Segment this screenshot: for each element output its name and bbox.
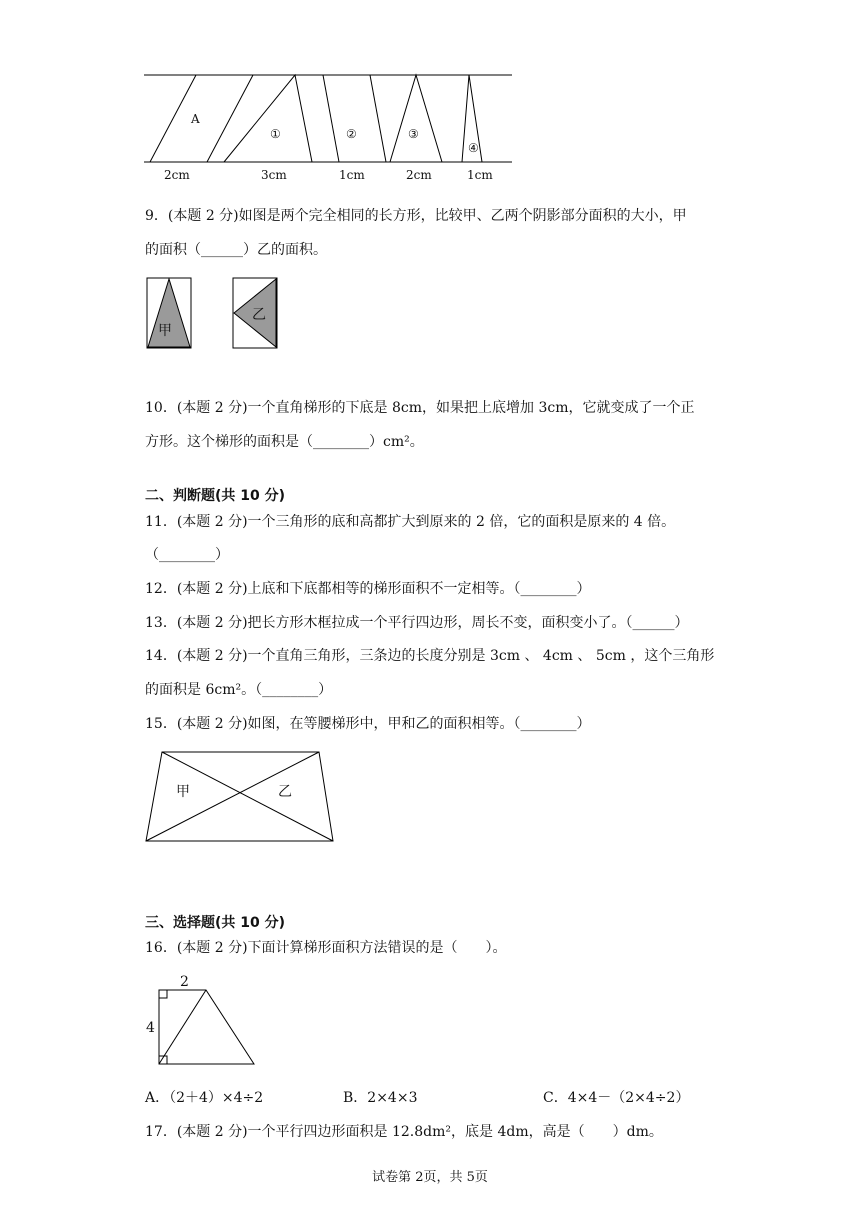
width-label-4: 2cm (406, 168, 432, 182)
parallel-shapes-figure (140, 68, 520, 190)
q10-line1: 10．(本题 2 分)一个直角梯形的下底是 8cm，如果把上底增加 3cm，它就变成了一个正 (145, 400, 695, 416)
q16-option-a[interactable]: A．（2＋4）×4÷2 (145, 1090, 264, 1106)
section-2-title: 二、判断题(共 10 分) (145, 488, 286, 504)
q12-line1: 12．(本题 2 分)上底和下底都相等的梯形面积不一定相等。（________） (145, 581, 591, 597)
q13-line1: 13．(本题 2 分)把长方形木框拉成一个平行四边形，周长不变，面积变小了。（______） (145, 615, 689, 631)
q14-line2: 的面积是 6cm²。（________） (145, 682, 333, 698)
q9-line1: 9．(本题 2 分)如图是两个完全相同的长方形，比较甲、乙两个阴影部分面积的大小，甲 (145, 208, 687, 224)
q9-label-jia: 甲 (158, 323, 172, 339)
circle-label-1: ① (270, 127, 281, 141)
circle-label-2: ② (346, 127, 357, 141)
q16-trapezoid-figure (140, 970, 260, 1070)
q16-option-b[interactable]: B．2×4×3 (343, 1090, 418, 1106)
q9-rectangles-figure (145, 276, 285, 352)
q15-label-jia: 甲 (176, 784, 190, 800)
width-label-1: 2cm (164, 168, 190, 182)
q15-label-yi: 乙 (278, 784, 292, 800)
q9-label-yi: 乙 (252, 307, 266, 323)
circle-label-3: ③ (408, 127, 419, 141)
q11-line1: 11．(本题 2 分)一个三角形的底和高都扩大到原来的 2 倍，它的面积是原来的 4 倍。 (145, 514, 676, 530)
shape-a-label: A (191, 112, 200, 126)
q14-line1: 14．(本题 2 分)一个直角三角形，三条边的长度分别是 3cm 、 4cm 、 5cm ，这个三角形 (145, 648, 715, 664)
section-3-title: 三、选择题(共 10 分) (145, 915, 286, 931)
q16-side-label: 4 (146, 1020, 155, 1036)
q16-option-c[interactable]: C．4×4－（2×4÷2） (543, 1090, 690, 1106)
width-label-3: 1cm (339, 168, 365, 182)
q11-line2: （________） (145, 547, 229, 563)
q15-line1: 15．(本题 2 分)如图，在等腰梯形中，甲和乙的面积相等。（________） (145, 716, 591, 732)
q16-line1: 16．(本题 2 分)下面计算梯形面积方法错误的是（ ）。 (145, 940, 507, 956)
q10-line2: 方形。这个梯形的面积是（________）cm²。 (145, 434, 424, 450)
circle-label-4: ④ (468, 141, 479, 155)
width-label-2: 3cm (261, 168, 287, 182)
q17-line1: 17．(本题 2 分)一个平行四边形面积是 12.8dm²，底是 4dm，高是（ ）dm。 (145, 1124, 663, 1140)
q15-trapezoid-figure (143, 748, 343, 846)
q9-line2: 的面积（______）乙的面积。 (145, 242, 327, 258)
q16-top-label: 2 (180, 974, 189, 990)
width-label-5: 1cm (467, 168, 493, 182)
page-footer: 试卷第 2页，共 5页 (372, 1170, 488, 1185)
